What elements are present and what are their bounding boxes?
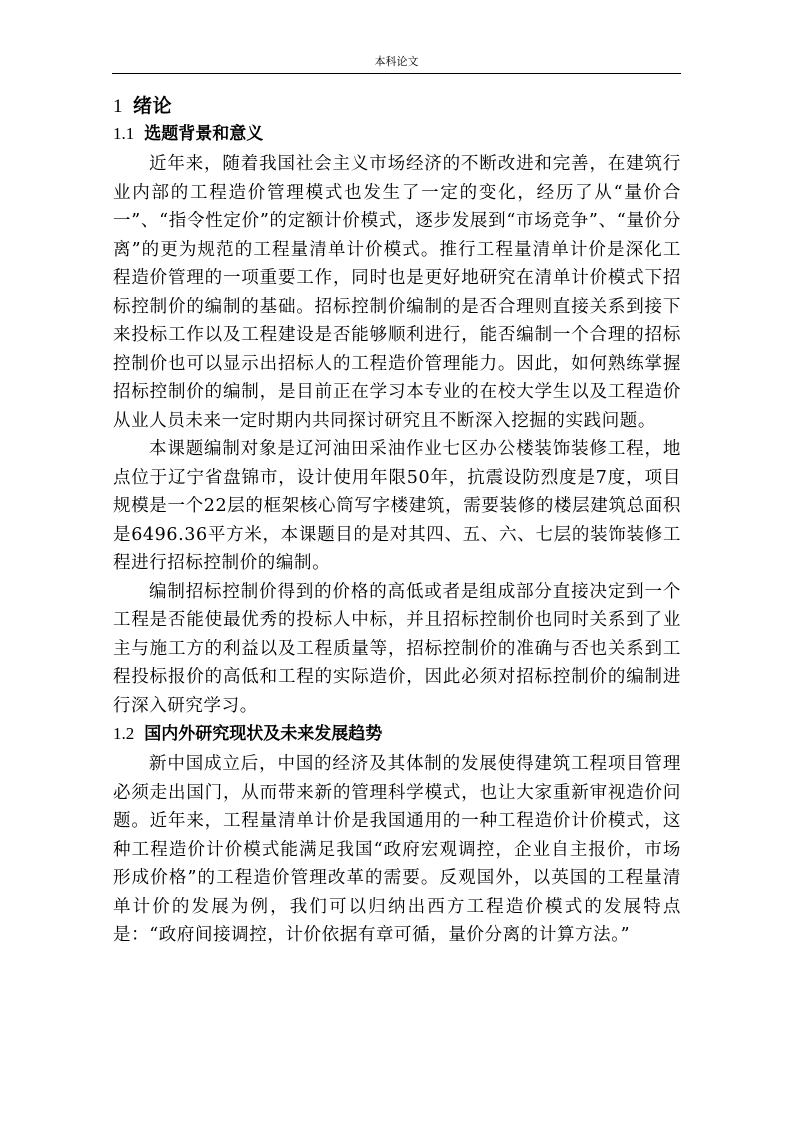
- paragraph: 新中国成立后，中国的经济及其体制的发展使得建筑工程项目管理必须走出国门，从而带来新的管理科学模式，也让大家重新审视造价问题。近年来，工程量清单计价是我国通用的一种工程造价计价模式，这种工程造价计价模式能满足我国“政府宏观调控，企业自主报价，市场形成价格”的工程造价管理改革的需要。反观国外，以英国的工程量清单计价的发展为例，我们可以归纳出西方工程造价模式的发展特点是：“政府间接调控，计价依据有章可循，量价分离的计算方法。”: [113, 754, 681, 945]
- section-number: 1.2: [113, 724, 135, 743]
- running-header: 本科论文: [374, 55, 419, 68]
- paragraph: 本课题编制对象是辽河油田采油作业七区办公楼装饰装修工程，地点位于辽宁省盘锦市，设计使用年限50年，抗震设防烈度是7度，项目规模是一个22层的框架核心筒写字楼建筑，需要装修的楼层建筑总面积是6496.36平方米，本课题目的是对其四、五、六、七层的装饰装修工程进行招标控制价的编制。: [113, 439, 681, 573]
- chapter-number: 1: [113, 96, 123, 117]
- section-heading: [113, 720, 681, 750]
- header-rule: [112, 73, 681, 74]
- chapter-heading: [113, 92, 681, 120]
- section-heading: [113, 120, 681, 150]
- paragraph: 编制招标控制价得到的价格的高低或者是组成部分直接决定到一个工程是否能使最优秀的投标人中标，并且招标控制价也同时关系到了业主与施工方的利益以及工程质量等，招标控制价的准确与否也关系到工程投标报价的高低和工程的实际造价，因此必须对招标控制价的编制进行深入研究学习。: [113, 581, 681, 716]
- section-number: 1.1: [113, 124, 135, 143]
- section-title: 选题背景和意义: [144, 124, 264, 144]
- paragraph: 近年来，随着我国社会主义市场经济的不断改进和完善，在建筑行业内部的工程造价管理模式也发生了一定的变化，经历了从“量价合一”、“指令性定价”的定额计价模式，逐步发展到“市场竞争”、“量价分离”的更为规范的工程量清单计价模式。推行工程量清单计价是深化工程造价管理的一项重要工作，同时也是更好地研究在清单计价模式下招标控制价的编制的基础。招标控制价编制的是否合理则直接关系到接下来投标工作以及工程建设是否能够顺利进行，能否编制一个合理的招标控制价也可以显示出招标人的工程造价管理能力。因此，如何熟练掌握招标控制价的编制，是目前正在学习本专业的在校大学生以及工程造价从业人员未来一定时期内共同探讨研究且不断深入挖掘的实践问题。: [113, 154, 681, 431]
- section-title: 国内外研究现状及未来发展趋势: [144, 724, 383, 744]
- document-body: [113, 92, 681, 950]
- chapter-title: 绪论: [133, 95, 173, 117]
